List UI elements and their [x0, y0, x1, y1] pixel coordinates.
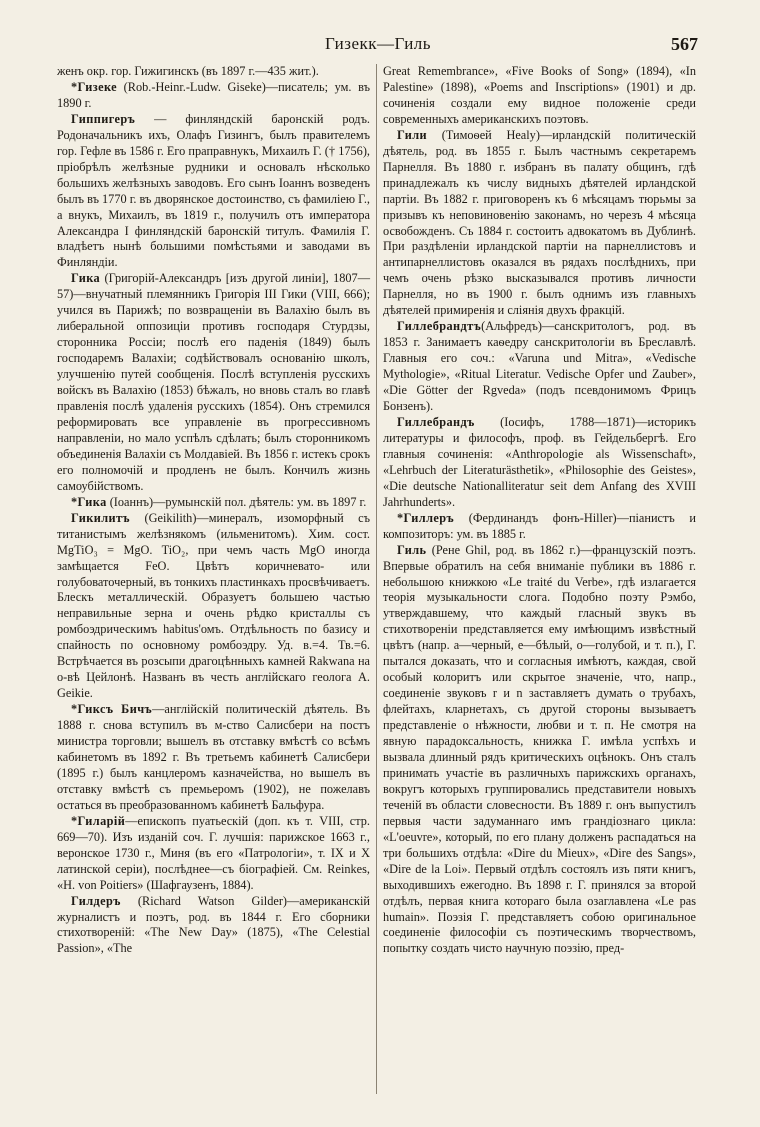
dictionary-entry	[57, 495, 370, 511]
dictionary-entry	[57, 64, 370, 80]
entry-headword: *Гика	[71, 494, 107, 509]
entry-headword: Гиллебрандъ	[397, 414, 475, 429]
entry-text: (Тимоѳей Healy)—ирландскій политическій дѣятель, род. въ 1855 г. Былъ частнымъ секретаремъ Парнелля. Въ 1880 г. избранъ въ палату общинъ, гдѣ принадлежалъ къ числу видныхъ дѣятелей ирландской партіи. Въ 1882 г. приговоренъ къ 6 мѣсяцамъ тюрьмы за призывъ къ неповиновенію законамъ, но черезъ 4 мѣсяца освобожденъ. Съ 1884 г. состоитъ адвокатомъ въ Дублинѣ. При раздѣленіи ирландской партіи на парнеллистовъ и антипарнеллистовъ оказался въ рядахъ послѣднихъ, при чемъ очень рѣзко высказывался противъ личности Парнелля, но въ 1900 г. былъ однимъ изъ главныхъ дѣятелей примиренія и слiянія двухъ фракцій.	[383, 127, 696, 318]
dictionary-entry	[57, 511, 370, 702]
entry-headword: Гиппигеръ	[71, 111, 136, 126]
entry-text: (Григорій-Александръ [изъ другой линіи], 1807—57)—внучатный племянникъ Григорія III Гики (VIII, 666); учился въ Парижѣ; по возвращеніи въ Валахію былъ въ либеральной оппозиціи противъ господаря Стурдзы, сторонника Россіи; послѣ его паденія (1849) былъ господаремъ Валахіи; содѣйствовалъ основанію школъ, улучшенію путей сообщенія. Послѣ вступленія русскихъ войскъ въ Валахію (1853) бѣжалъ, но вновь сталъ во главѣ правленія послѣ удаленія русскихъ (1854). Онъ стремился реформировать все управленіе въ прогрессивномъ направленіи, но мало успѣлъ сдѣлать; былъ сторонникомъ объединенія Валахіи съ Молдавіей. Въ 1856 г. истекъ срокъ его полномочій и продленъ не былъ. Кончилъ жизнь самоубійствомъ.	[57, 271, 370, 493]
left-column	[57, 64, 370, 957]
dictionary-entry	[383, 543, 696, 958]
dictionary-entry	[57, 814, 370, 894]
dictionary-entry	[57, 112, 370, 272]
entry-headword: Гилдеръ	[71, 893, 121, 908]
entry-headword: *Гиларій	[71, 813, 126, 828]
entry-text: (Іоаннъ)—румынскій пол. дѣятель: ум. въ 1897 г.	[106, 494, 367, 509]
page-number: 567	[671, 34, 698, 54]
entry-headword: Гикилитъ	[71, 510, 131, 525]
entry-text: (Rob.-Heinr.-Ludw. Giseke)—писатель; ум. въ 1890 г.	[57, 79, 370, 110]
entry-text: (Richard Watson Gilder)—американскій журналистъ и поэтъ, род. въ 1844 г. Его сборники стихотвореній: «The New Day» (1875), «The Celestial Passion», «The	[57, 893, 370, 956]
entry-text: (Іосифъ, 1788—1871)—историкъ литературы и философъ, проф. въ Гейдельбергѣ. Его главныя сочиненія: «Anthropologie als Wissenschaft», «Lehrbuch der Literaturästhetik», «Philosophie des Geistes», «Die deutsche Nationalliteratur seit dem Anfang des XVIII Jahrhunderts».	[383, 414, 696, 509]
entry-headword: Гили	[397, 127, 428, 142]
entry-headword: *Гиксъ Бичъ	[71, 702, 153, 717]
page-header	[58, 34, 698, 56]
dictionary-entry	[383, 128, 696, 319]
entry-headword: *Гизеке	[71, 79, 118, 94]
entry-text: —англійскій политическій дѣятель. Въ 1888 г. снова вступилъ въ м-ство Салисбери на постъ министра торговли; вышелъ въ отставку вмѣстѣ со всѣмъ кабинетомъ въ 1892 г. Въ третьемъ кабинетѣ Салисбери (1895 г.) былъ канцлеромъ казначейства, но вышелъ въ отставку вмѣстѣ съ премьеромъ (1902), не пожелавъ остаться въ преобразованномъ кабинетѣ Бальфура.	[57, 702, 370, 812]
entry-text: —епископъ пуатьескій (доп. къ т. VIII, стр. 669—70). Изъ изданій соч. Г. лучшія: парижское 1663 г., веронское 1730 г., Миня (въ его «Патрологіи», т. IX и X латинской серіи), послѣднее—съ біографіей. См. Reinkes, «H. von Poitiers» (Шафгаузенъ, 1884).	[57, 813, 370, 892]
entry-text: (Рене Ghil, род. въ 1862 г.)—французскій поэтъ. Впервые обратилъ на себя вниманіе публики въ 1886 г. небольшою книжкою «Le traité du Verbe», гдѣ излагается теорія музыкальности слога. Подобно поэту Рэмбо, утверждавшему, что каждый гласный звукъ въ стихотвореніи представляется ему имѣющимъ извѣстный цвѣтъ (напр. а—черный, е—бѣлый, о—голубой, и т. п.), Г. пытался доказать, что и согласныя имѣютъ, каждая, свой особый колоритъ или скрытое значеніе, что, напр., соединеніе звуковъ r и n заставляетъ думать о трубахъ, флейтахъ, кларнетахъ, съ другой стороны вызываетъ представленіе о нѣжности, любви и т. п. Не смотря на явную парадоксальность, книжка Г. имѣла успѣхъ и вызвала длинный рядъ критическихъ оцѣнокъ. Онъ сталъ принимать участіе въ различныхъ парижскихъ органахъ, вокругъ которыхъ группировались представители новыхъ теченій въ области словесности. Въ 1889 г. онъ выпустилъ первыя части задуманнаго имъ грандіознаго цикла: «L'oeuvre», который, по его плану долженъ распадаться на три большихъ отдѣла: «Dire du Mieux», «Dire des Sangs», «Dire de la Loi». Первый отдѣлъ состоялъ изъ пяти книгъ, выходившихъ ежегодно. Въ 1898 г. Г. принялся за второй отдѣлъ, первая книга котораго была озаглавлена «Le pas humain». Поэзія Г. представляетъ собою оригинальное соединеніе философіи съ поэтическимъ творчествомъ, попытку создать чисто научную поэзію, пред-	[383, 542, 696, 956]
column-divider	[376, 64, 377, 1094]
entry-text: (Geikilith)—минералъ, изоморфный съ титанистымъ желѣзнякомъ (ильменитомъ). Хим. сост. MgTiO₃ = MgO. TiO₂, при чемъ часть MgO иногда замѣщается FeO. Цвѣтъ коричневато- или голубоваточерный, въ тонкихъ пластинкахъ просвѣчиваетъ. Блескъ металлическій. Образуетъ большею частью неправильные зерна и очень рѣдко кристаллы съ ромбоэдрическимъ habitus'омъ. Отдѣльность по базису и спайность по основному ромбоэдру. Уд. в.=4. Тв.=6. Встрѣчается въ розсыпи драгоцѣнныхъ камней Rakwana на о-вѣ Цейлонѣ. Названъ въ честь англійскаго геолога A. Geikie.	[57, 510, 370, 701]
dictionary-entry	[57, 80, 370, 112]
dictionary-entry	[57, 894, 370, 958]
entry-text: Great Remembrance», «Five Books of Song» (1894), «In Palestine» (1898), «Poems and Inscriptions» (1901) и др. сочиненія создали ему видное положеніе среди современныхъ американскихъ поэтовъ.	[383, 64, 696, 126]
entry-text: (Альфредъ)—санскритологъ, род. въ 1853 г. Занимаетъ каѳедру санскритологіи въ Бреславлѣ. Главныя его соч.: «Varuna und Mitra», «Vedische Mythologie», «Ritual Literatur. Vedische Opfer und Zauber», «Die Götter der Rgveda» (подъ псевдонимомъ Фрицъ Бонзенъ).	[383, 319, 696, 414]
entry-headword: Гиль	[397, 542, 427, 557]
dictionary-entry	[57, 271, 370, 494]
entry-headword: Гиллебрандтъ	[397, 319, 482, 334]
running-title: Гизекк—Гиль	[324, 34, 432, 53]
dictionary-entry	[57, 702, 370, 814]
dictionary-entry	[383, 415, 696, 511]
entry-text: (Фердинандъ фонъ-Hiller)—піанистъ и композиторъ: ум. въ 1885 г.	[383, 510, 696, 541]
entry-text: женъ окр. гор. Гижигинскъ (въ 1897 г.—435 жит.).	[57, 64, 319, 78]
dictionary-entry	[383, 64, 696, 128]
entry-text: — финляндскій баронскій родъ. Родоначальникъ ихъ, Олафъ Гизингъ, былъ правителемъ гор. Гефле въ 1586 г. Его праправнукъ, Михаилъ Г. († 1756), пріобрѣлъ желѣзные рудники и основалъ нѣсколько большихъ желѣзныхъ заводовъ. Его сынъ Іоаннъ возведенъ былъ въ 1770 г. въ дворянское достоинство, съ фамиліею Г., а внукъ, Михаилъ, въ 1819 г., получилъ отъ императора Александра I финляндскій баронскій титулъ. Фамилія Г. владѣетъ нынѣ большими помѣстьями и заводами въ Финляндіи.	[57, 111, 370, 270]
dictionary-entry	[383, 511, 696, 543]
entry-headword: Гика	[71, 271, 101, 286]
dictionary-entry	[383, 319, 696, 415]
right-column	[383, 64, 696, 957]
entry-headword: *Гиллеръ	[397, 510, 455, 525]
